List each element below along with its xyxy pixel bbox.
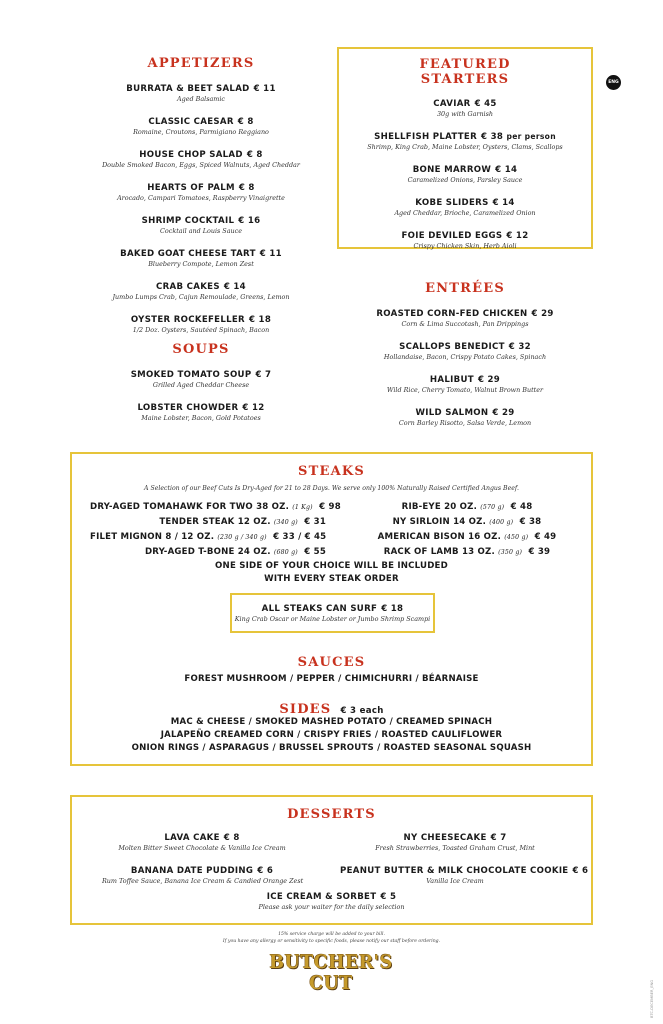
item-price: € 18 [248, 315, 272, 325]
featured-title-line2: STARTERS [420, 72, 510, 87]
item-description: Grilled Aged Cheddar Cheese [152, 381, 250, 389]
dessert-center-item [72, 891, 591, 912]
menu-item [102, 865, 302, 886]
steaks-left-list [90, 500, 341, 560]
menu-item [90, 369, 312, 390]
soups-section [90, 342, 312, 435]
steak-row [352, 530, 582, 545]
steak-row [352, 545, 582, 560]
surf-description: King Crab Oscar or Maine Lobster or Jumbo Shrimp Scampi [234, 615, 431, 623]
item-price: € 8 [238, 183, 255, 193]
logo-line2: CUT [309, 972, 353, 994]
item-description: Blueberry Compote, Lemon Zest [148, 260, 254, 268]
steak-price: € 55 [304, 547, 326, 557]
menu-item [90, 215, 312, 236]
item-description: Corn & Lima Succotash, Pan Drippings [401, 320, 529, 328]
item-description: Double Smoked Bacon, Eggs, Spiced Walnuts, Aged Cheddar [102, 161, 300, 169]
item-price: € 45 [474, 99, 497, 109]
item-name: BANANA DATE PUDDING [130, 866, 254, 876]
menu-item [90, 116, 312, 137]
desserts-title: DESSERTS [287, 807, 376, 822]
item-description: Aged Cheddar, Brioche, Caramelized Onion [394, 209, 536, 217]
item-description: 30g with Garnish [436, 110, 493, 118]
sides-line3: ONION RINGS / ASPARAGUS / BRUSSEL SPROUTS / ROASTED SEASONAL SQUASH [131, 743, 532, 753]
menu-item [339, 164, 591, 185]
menu-item [90, 281, 312, 302]
entrees-title: ENTRÉES [425, 281, 505, 296]
menu-item [340, 832, 570, 853]
item-description: 1/2 Doz. Oysters, Sautéed Spinach, Bacon [132, 326, 270, 334]
featured-starters-box [337, 47, 593, 249]
desserts-left-list [102, 832, 302, 898]
steak-name: RACK OF LAMB 13 OZ. [383, 547, 495, 557]
item-name: LAVA CAKE [164, 833, 220, 843]
item-price: € 14 [495, 165, 518, 175]
item-name: LOBSTER CHOWDER [137, 403, 239, 413]
item-description: Molten Bitter Sweet Chocolate & Vanilla Ice Cream [118, 844, 286, 852]
item-note: per person [506, 132, 556, 141]
item-description: Vanilla Ice Cream [426, 877, 484, 885]
item-name: CAVIAR [433, 99, 471, 109]
steak-name: AMERICAN BISON 16 OZ. [377, 532, 502, 542]
print-code: BTC-DECEMBER_ENG [650, 980, 654, 1018]
steak-side-line1: ONE SIDE OF YOUR CHOICE WILL BE INCLUDED [215, 561, 448, 571]
steak-weight: (1 Kg) [292, 504, 313, 511]
menu-item [350, 341, 580, 362]
language-badge[interactable] [606, 75, 621, 90]
steak-weight: (570 g) [480, 504, 505, 511]
item-name: HEARTS OF PALM [147, 183, 235, 193]
menu-item [339, 197, 591, 218]
steak-price: € 48 [510, 502, 533, 512]
sides-title: SIDES [279, 702, 332, 717]
item-price: € 5 [380, 892, 397, 902]
item-price: € 12 [506, 231, 529, 241]
surf-box [230, 593, 435, 633]
sides-line2: JALAPEÑO CREAMED CORN / CRISPY FRIES / ROASTED CAULIFLOWER [160, 730, 503, 740]
appetizers-section [90, 56, 312, 347]
sauces-title: SAUCES [297, 655, 366, 670]
sides-line1: MAC & CHEESE / SMOKED MASHED POTATO / CREAMED SPINACH [170, 717, 493, 727]
item-name: SHELLFISH PLATTER [374, 132, 478, 142]
menu-item [102, 832, 302, 853]
menu-item [340, 865, 589, 886]
steak-price: € 49 [534, 532, 557, 542]
item-description: Jumbo Lumps Crab, Cajun Remoulade, Greens, Lemon [112, 293, 290, 301]
steak-price: € 39 [528, 547, 551, 557]
item-name: CRAB CAKES [156, 282, 220, 292]
item-name: ROASTED CORN-FED CHICKEN [376, 309, 528, 319]
steak-price: € 98 [319, 502, 341, 512]
item-name: FOIE DEVILED EGGS [401, 231, 503, 241]
item-description: Maine Lobster, Bacon, Gold Potatoes [141, 414, 261, 422]
item-price: € 29 [492, 408, 515, 418]
entrees-section [350, 281, 580, 440]
menu-item [90, 149, 312, 170]
menu-item [90, 182, 312, 203]
item-price: € 8 [246, 150, 263, 160]
steak-weight: (400 g) [489, 519, 514, 526]
item-description: Caramelized Onions, Parsley Sauce [407, 176, 523, 184]
item-description: Hollandaise, Bacon, Crispy Potato Cakes, Spinach [383, 353, 547, 361]
language-label: ENG [608, 80, 619, 85]
steak-weight: (340 g) [273, 519, 298, 526]
item-price: € 16 [238, 216, 261, 226]
item-price: € 29 [477, 375, 501, 385]
surf-price: € 18 [381, 604, 404, 614]
steak-price: € 38 [519, 517, 542, 527]
sauces-list: FOREST MUSHROOM / PEPPER / CHIMICHURRI / BÉARNAISE [184, 674, 479, 684]
steak-row [90, 515, 326, 530]
item-price: € 14 [223, 282, 246, 292]
surf-title: ALL STEAKS CAN SURF [261, 604, 378, 614]
menu-item [90, 248, 312, 269]
item-name: KOBE SLIDERS [415, 198, 489, 208]
item-price: € 11 [259, 249, 282, 259]
menu-item [339, 230, 591, 251]
item-name: ICE CREAM & SORBET [266, 892, 377, 902]
steak-row [90, 545, 326, 560]
desserts-right-list [340, 832, 589, 898]
appetizers-list [90, 83, 312, 335]
steak-row [90, 530, 326, 545]
item-description: Cocktail and Louis Sauce [160, 227, 242, 235]
item-price: € 8 [223, 833, 240, 843]
item-description: Rum Toffee Sauce, Banana Ice Cream & Candied Orange Zest [102, 877, 304, 885]
item-description: Arocado, Campari Tomatoes, Raspberry Vinaigrette [117, 194, 285, 202]
footer-notes [0, 931, 663, 945]
soups-title: SOUPS [172, 342, 230, 357]
item-price: € 14 [492, 198, 515, 208]
item-price: € 6 [257, 866, 274, 876]
item-name: WILD SALMON [415, 408, 489, 418]
steak-row [352, 500, 582, 515]
item-price: € 29 [531, 309, 554, 319]
item-description: Please ask your waiter for the daily selection [258, 903, 405, 911]
sides-header [72, 698, 591, 717]
steak-name: RIB-EYE 20 OZ. [401, 502, 478, 512]
steak-row [90, 500, 341, 515]
steak-weight: (350 g) [498, 549, 523, 556]
item-description: Fresh Strawberries, Toasted Graham Crust, Mint [375, 844, 535, 852]
item-name: CLASSIC CAESAR [148, 117, 234, 127]
sides-list [72, 716, 591, 755]
item-price: € 11 [253, 84, 276, 94]
sides-price: € 3 each [340, 706, 384, 716]
steak-side-line2: WITH EVERY STEAK ORDER [264, 574, 399, 584]
steaks-intro: A Selection of our Beef Cuts Is Dry-Aged for 21 to 28 Days. We serve only 100% Naturally Raised Certified Angus Beef. [144, 485, 519, 492]
item-price: € 8 [237, 117, 254, 127]
item-name: PEANUT BUTTER & MILK CHOCOLATE COOKIE [340, 866, 569, 876]
service-charge-note: 15% service charge will be added to your bill. [278, 932, 385, 937]
featured-title-line1: FEATURED [419, 57, 511, 72]
item-price: € 7 [255, 370, 272, 380]
menu-item [350, 374, 580, 395]
menu-item [350, 308, 580, 329]
item-price: € 6 [572, 866, 589, 876]
steak-side-note [72, 560, 591, 586]
menu-item [90, 314, 312, 335]
item-name: OYSTER ROCKEFELLER [130, 315, 245, 325]
item-description: Romaine, Croutons, Parmigiano Reggiano [133, 128, 269, 136]
item-name: HOUSE CHOP SALAD [139, 150, 243, 160]
menu-item [90, 402, 312, 423]
menu-item [350, 407, 580, 428]
item-description: Aged Balsamic [177, 95, 225, 103]
item-name: SHRIMP COCKTAIL [141, 216, 235, 226]
appetizers-title: APPETIZERS [147, 56, 255, 71]
item-price: € 12 [242, 403, 265, 413]
steak-price: € 33 / € 45 [273, 532, 327, 542]
item-price: € 38 [481, 132, 504, 142]
item-name: HALIBUT [429, 375, 474, 385]
item-name: SCALLOPS BENEDICT [399, 342, 505, 352]
steaks-right-list [352, 500, 582, 560]
steaks-title: STEAKS [298, 464, 365, 479]
item-description: Wild Rice, Cherry Tomato, Walnut Brown Butter [386, 386, 544, 394]
desserts-box [70, 795, 593, 925]
steak-name: NY SIRLOIN 14 OZ. [392, 517, 487, 527]
steaks-box [70, 452, 593, 766]
item-name: BONE MARROW [412, 165, 492, 175]
menu-item [339, 98, 591, 119]
steak-price: € 31 [304, 517, 326, 527]
steak-weight: (680 g) [273, 549, 298, 556]
item-name: NY CHEESECAKE [403, 833, 487, 843]
item-description: Shrimp, King Crab, Maine Lobster, Oysters, Clams, Scallops [367, 143, 563, 151]
steak-weight: (450 g) [504, 534, 529, 541]
steak-name: TENDER STEAK 12 OZ. [159, 517, 271, 527]
steak-weight: (230 g / 340 g) [217, 534, 267, 541]
steak-name: FILET MIGNON 8 / 12 OZ. [90, 532, 215, 542]
item-price: € 32 [508, 342, 531, 352]
logo-line1: BUTCHER'S [269, 951, 393, 973]
steak-name: DRY-AGED TOMAHAWK FOR TWO 38 OZ. [90, 502, 290, 512]
menu-item [90, 83, 312, 104]
menu-item [339, 131, 591, 152]
butchers-cut-logo [231, 952, 431, 994]
item-description: Crispy Chicken Skin, Herb Aioli [413, 242, 517, 250]
item-name: SMOKED TOMATO SOUP [130, 370, 252, 380]
steak-row [352, 515, 582, 530]
item-name: BURRATA & BEET SALAD [126, 84, 250, 94]
item-price: € 7 [490, 833, 507, 843]
steak-name: DRY-AGED T-BONE 24 OZ. [144, 547, 271, 557]
allergy-note: If you have any allergy or sensitivity to specific foods, please notify our staff before ordering. [222, 939, 441, 944]
item-name: BAKED GOAT CHEESE TART [120, 249, 256, 259]
item-description: Corn Barley Risotto, Salsa Verde, Lemon [398, 419, 532, 427]
